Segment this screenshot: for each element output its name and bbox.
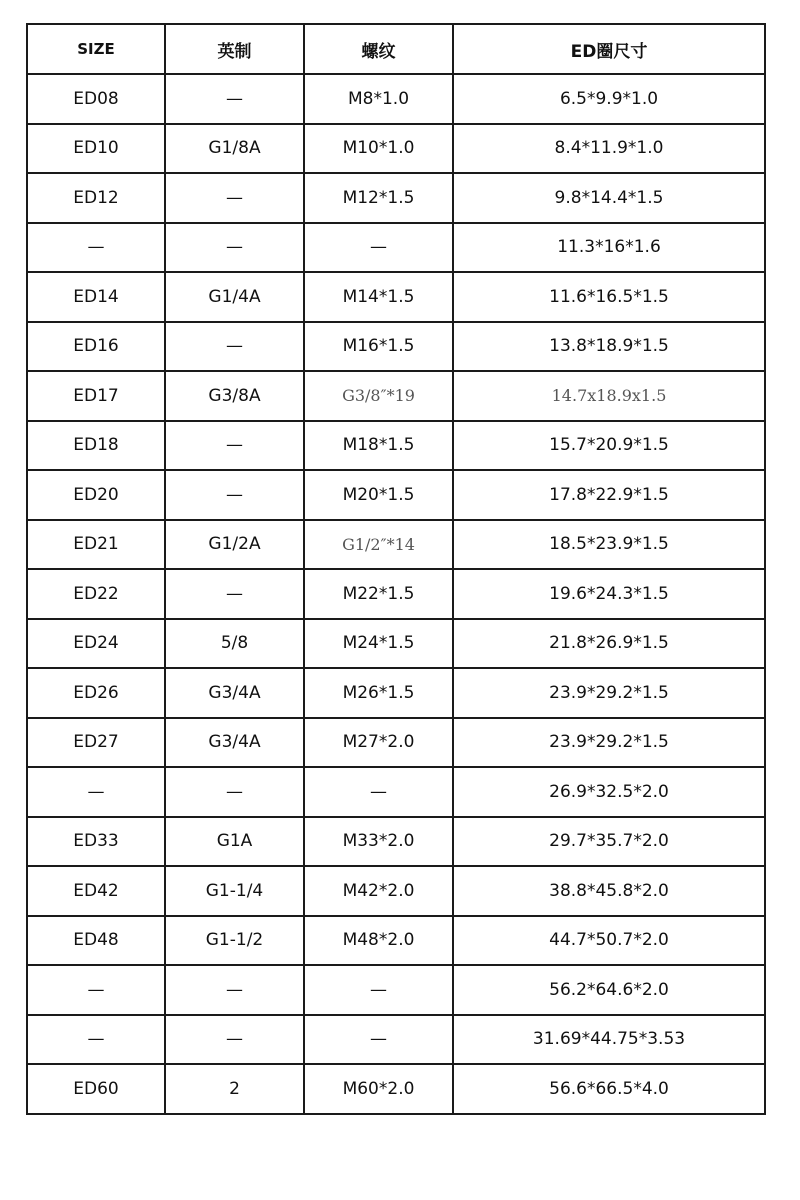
cell-size: ED18 — [27, 421, 165, 471]
cell-ed-ring-size: 11.3*16*1.6 — [453, 223, 765, 273]
cell-size: ED10 — [27, 124, 165, 174]
table-row — [27, 272, 765, 322]
cell-ed-ring-size: 19.6*24.3*1.5 — [453, 569, 765, 619]
cell-imperial: G1/4A — [165, 272, 304, 322]
cell-imperial: G3/4A — [165, 668, 304, 718]
cell-size: — — [27, 965, 165, 1015]
cell-ed-ring-size: 8.4*11.9*1.0 — [453, 124, 765, 174]
cell-ed-ring-size: 23.9*29.2*1.5 — [453, 668, 765, 718]
table-row — [27, 916, 765, 966]
cell-ed-ring-size: 56.2*64.6*2.0 — [453, 965, 765, 1015]
size-table — [26, 23, 766, 1115]
cell-thread: — — [304, 1015, 453, 1065]
cell-size: ED42 — [27, 866, 165, 916]
cell-thread: — — [304, 223, 453, 273]
cell-thread: M10*1.0 — [304, 124, 453, 174]
cell-size: ED14 — [27, 272, 165, 322]
table-row — [27, 619, 765, 669]
cell-size: ED60 — [27, 1064, 165, 1114]
cell-imperial: — — [165, 470, 304, 520]
table-row — [27, 371, 765, 421]
table-body — [27, 74, 765, 1114]
cell-size: ED17 — [27, 371, 165, 421]
table-row — [27, 668, 765, 718]
cell-thread: M14*1.5 — [304, 272, 453, 322]
header-size: SIZE — [27, 24, 165, 74]
cell-imperial: 5/8 — [165, 619, 304, 669]
cell-thread: M16*1.5 — [304, 322, 453, 372]
size-table-container — [26, 23, 764, 1115]
table-row — [27, 124, 765, 174]
cell-thread: M20*1.5 — [304, 470, 453, 520]
cell-size: — — [27, 767, 165, 817]
cell-size: ED26 — [27, 668, 165, 718]
cell-size: — — [27, 1015, 165, 1065]
cell-thread: M48*2.0 — [304, 916, 453, 966]
table-row — [27, 520, 765, 570]
header-thread: 螺纹 — [304, 24, 453, 74]
cell-thread: M60*2.0 — [304, 1064, 453, 1114]
table-row — [27, 1015, 765, 1065]
cell-imperial: — — [165, 223, 304, 273]
table-row — [27, 223, 765, 273]
cell-thread: G1/2″*14 — [304, 520, 453, 570]
header-ed-ring-size: ED圈尺寸 — [453, 24, 765, 74]
table-row — [27, 718, 765, 768]
cell-size: ED16 — [27, 322, 165, 372]
cell-ed-ring-size: 56.6*66.5*4.0 — [453, 1064, 765, 1114]
table-row — [27, 767, 765, 817]
cell-thread: M18*1.5 — [304, 421, 453, 471]
table-row — [27, 74, 765, 124]
table-row — [27, 569, 765, 619]
cell-thread: M8*1.0 — [304, 74, 453, 124]
cell-imperial: G1A — [165, 817, 304, 867]
table-row — [27, 1064, 765, 1114]
cell-imperial: — — [165, 767, 304, 817]
cell-imperial: G3/4A — [165, 718, 304, 768]
cell-size: ED21 — [27, 520, 165, 570]
cell-size: ED48 — [27, 916, 165, 966]
cell-size: ED24 — [27, 619, 165, 669]
cell-size: — — [27, 223, 165, 273]
cell-thread: — — [304, 767, 453, 817]
cell-thread: M26*1.5 — [304, 668, 453, 718]
cell-ed-ring-size: 29.7*35.7*2.0 — [453, 817, 765, 867]
cell-size: ED12 — [27, 173, 165, 223]
cell-ed-ring-size: 26.9*32.5*2.0 — [453, 767, 765, 817]
cell-thread: M12*1.5 — [304, 173, 453, 223]
cell-ed-ring-size: 6.5*9.9*1.0 — [453, 74, 765, 124]
table-row — [27, 421, 765, 471]
cell-ed-ring-size: 11.6*16.5*1.5 — [453, 272, 765, 322]
cell-thread: — — [304, 965, 453, 1015]
cell-imperial: G1-1/4 — [165, 866, 304, 916]
cell-ed-ring-size: 44.7*50.7*2.0 — [453, 916, 765, 966]
cell-ed-ring-size: 14.7x18.9x1.5 — [453, 371, 765, 421]
cell-ed-ring-size: 21.8*26.9*1.5 — [453, 619, 765, 669]
cell-imperial: — — [165, 74, 304, 124]
table-row — [27, 866, 765, 916]
cell-imperial: — — [165, 1015, 304, 1065]
cell-thread: M42*2.0 — [304, 866, 453, 916]
table-row — [27, 322, 765, 372]
cell-thread: M27*2.0 — [304, 718, 453, 768]
table-row — [27, 173, 765, 223]
cell-ed-ring-size: 9.8*14.4*1.5 — [453, 173, 765, 223]
table-row — [27, 965, 765, 1015]
cell-ed-ring-size: 13.8*18.9*1.5 — [453, 322, 765, 372]
cell-ed-ring-size: 18.5*23.9*1.5 — [453, 520, 765, 570]
cell-imperial: — — [165, 421, 304, 471]
cell-size: ED33 — [27, 817, 165, 867]
cell-ed-ring-size: 23.9*29.2*1.5 — [453, 718, 765, 768]
cell-imperial: G1-1/2 — [165, 916, 304, 966]
cell-thread: M22*1.5 — [304, 569, 453, 619]
cell-ed-ring-size: 38.8*45.8*2.0 — [453, 866, 765, 916]
cell-imperial: — — [165, 965, 304, 1015]
table-row — [27, 817, 765, 867]
table-header — [27, 24, 765, 74]
cell-thread: M24*1.5 — [304, 619, 453, 669]
cell-imperial: G1/2A — [165, 520, 304, 570]
table-row — [27, 470, 765, 520]
cell-ed-ring-size: 31.69*44.75*3.53 — [453, 1015, 765, 1065]
cell-ed-ring-size: 17.8*22.9*1.5 — [453, 470, 765, 520]
cell-size: ED22 — [27, 569, 165, 619]
cell-thread: M33*2.0 — [304, 817, 453, 867]
header-imperial: 英制 — [165, 24, 304, 74]
cell-imperial: — — [165, 569, 304, 619]
cell-size: ED27 — [27, 718, 165, 768]
cell-size: ED20 — [27, 470, 165, 520]
header-row — [27, 24, 765, 74]
cell-thread: G3/8″*19 — [304, 371, 453, 421]
cell-imperial: G1/8A — [165, 124, 304, 174]
cell-ed-ring-size: 15.7*20.9*1.5 — [453, 421, 765, 471]
cell-size: ED08 — [27, 74, 165, 124]
cell-imperial: G3/8A — [165, 371, 304, 421]
cell-imperial: 2 — [165, 1064, 304, 1114]
cell-imperial: — — [165, 173, 304, 223]
cell-imperial: — — [165, 322, 304, 372]
